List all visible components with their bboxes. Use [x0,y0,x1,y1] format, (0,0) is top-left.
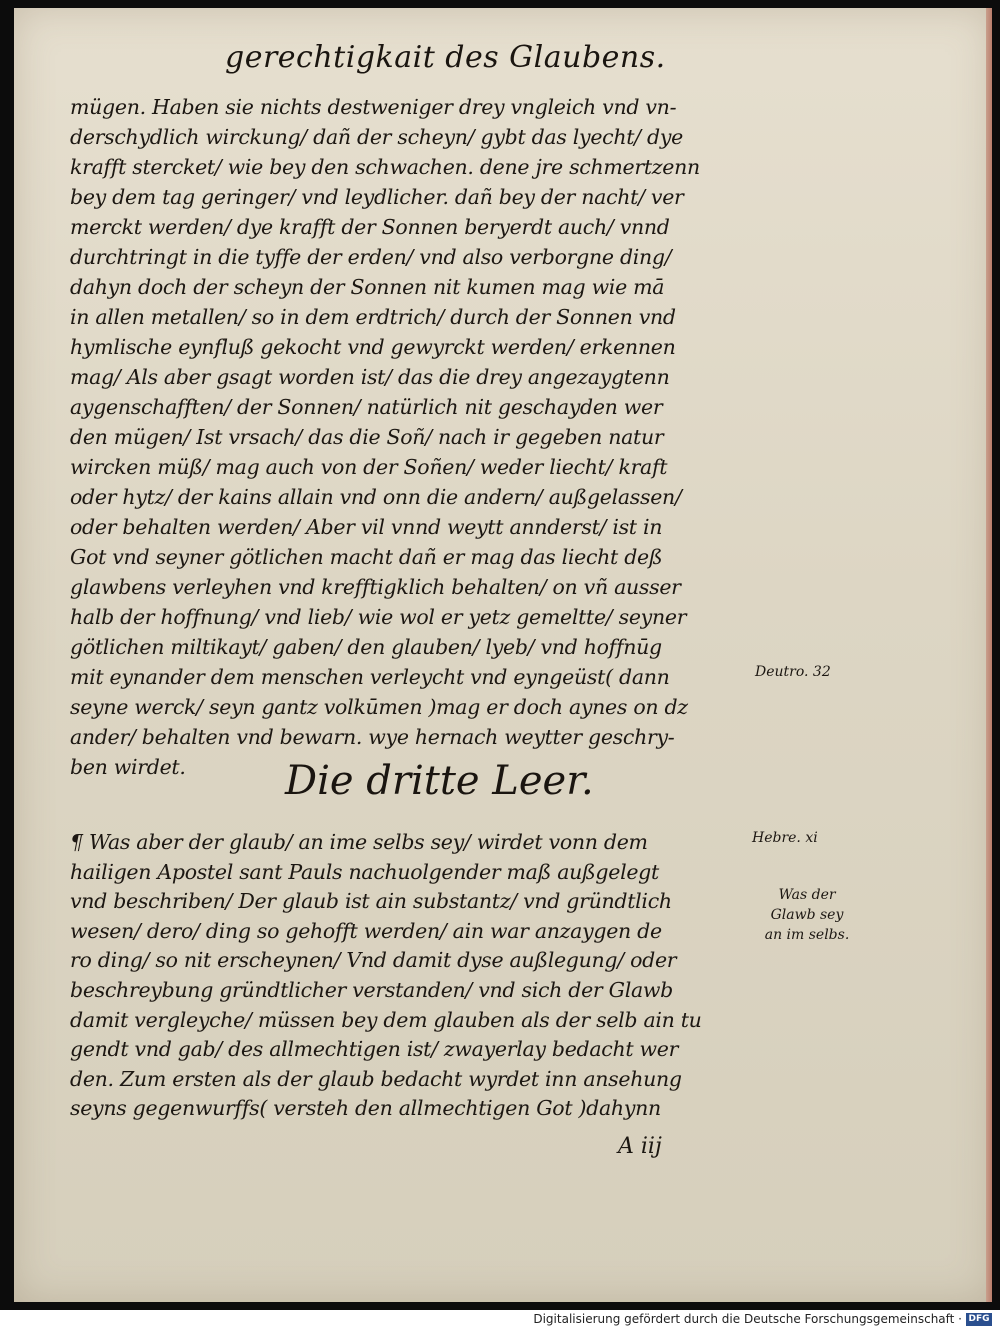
footer-bar [0,1310,1000,1330]
dfg-logo-icon: DFG [966,1313,992,1326]
margin-note-line: Glawb sey [770,907,844,923]
text-line: seyne werck/ seyn gantz volkūmen )mag er doch aynes on dz [70,695,688,719]
text-line: mügen. Haben sie nichts destweniger drey vngleich vnd vn- [70,95,677,119]
margin-note-was-der-glawb [752,885,862,945]
text-line: den mügen/ Ist vrsach/ das die Soñ/ nach ir gegeben natur [70,425,664,449]
text-line: mit eynander dem menschen verleycht vnd eyngeüst( dann [70,665,670,689]
text-line: halb der hoffnung/ vnd lieb/ wie wol er yetz gemeltte/ seyner [70,605,687,629]
page-edge [986,8,992,1302]
text-line: krafft stercket/ wie bey den schwachen. dene jre schmertzenn [70,155,700,179]
text-line: derschydlich wirckung/ dañ der scheyn/ gybt das lyecht/ dye [70,125,683,149]
signature-mark: A iij [618,1134,662,1159]
funding-credit: Digitalisierung gefördert durch die Deutsche Forschungsgemeinschaft · [533,1312,962,1326]
text-line: oder behalten werden/ Aber vil vnnd weytt annderst/ ist in [70,515,663,539]
text-line: dahyn doch der scheyn der Sonnen nit kumen mag wie mā [70,275,665,299]
text-line: wircken müß/ mag auch von der Soñen/ weder liecht/ kraft [70,455,668,479]
margin-note-line: Was der [778,887,836,903]
text-line: in allen metallen/ so in dem erdtrich/ durch der Sonnen vnd [70,305,676,329]
section-heading: Die dritte Leer. [285,758,594,804]
text-line: ¶ Was aber der glaub/ an ime selbs sey/ wirdet vonn dem [70,830,648,854]
body-text-bottom [70,828,770,1124]
text-line: wesen/ dero/ ding so gehofft werden/ ain war anzaygen de [70,918,662,943]
text-line: damit vergleyche/ müssen bey dem glauben als der selb ain tu [70,1007,702,1032]
body-text-top [70,92,770,782]
text-line: durchtringt in die tyffe der erden/ vnd also verborgne ding/ [70,245,672,269]
margin-note-hebr: Hebre. xi [752,830,818,846]
text-line: Got vnd seyner götlichen macht dañ er mag das liecht deß [70,545,663,569]
margin-note-line: an im selbs. [764,927,850,943]
text-line: götlichen miltikayt/ gaben/ den glauben/ lyeb/ vnd hoffnūg [70,635,662,659]
text-line: hymlische eynfluß gekocht vnd gewyrckt werden/ erkennen [70,335,676,359]
text-line: hailigen Apostel sant Pauls nachuolgender maß außgelegt [70,859,659,884]
text-line: vnd beschriben/ Der glaub ist ain substantz/ vnd gründtlich [70,889,672,914]
text-line: merckt werden/ dye krafft der Sonnen beryerdt auch/ vnnd [70,215,670,239]
text-line: ro ding/ so nit erscheynen/ Vnd damit dyse außlegung/ oder [70,948,677,973]
text-line: den. Zum ersten als der glaub bedacht wyrdet inn ansehung [70,1066,682,1091]
margin-note-dextro: Deutro. 32 [755,664,831,680]
text-line: glawbens verleyhen vnd krefftigklich behalten/ on vñ ausser [70,575,681,599]
text-line: beschreybung gründtlicher verstanden/ vnd sich der Glawb [70,977,673,1002]
text-line: gendt vnd gab/ des allmechtigen ist/ zwayerlay bedacht wer [70,1037,679,1062]
text-line: mag/ Als aber gsagt worden ist/ das die drey angezaygtenn [70,365,670,389]
text-line: oder hytz/ der kains allain vnd onn die andern/ außgelassen/ [70,485,682,509]
text-line: aygenschafften/ der Sonnen/ natürlich nit geschayden wer [70,395,663,419]
text-line: ben wirdet. [70,755,186,779]
text-line: ander/ behalten vnd bewarn. wye hernach weytter geschry- [70,725,675,749]
text-line: bey dem tag geringer/ vnd leydlicher. dañ bey der nacht/ ver [70,185,684,209]
text-line: seyns gegenwurffs( versteh den allmechtigen Got )dahynn [70,1096,661,1121]
running-head: gerechtigkait des Glaubens. [225,40,666,75]
